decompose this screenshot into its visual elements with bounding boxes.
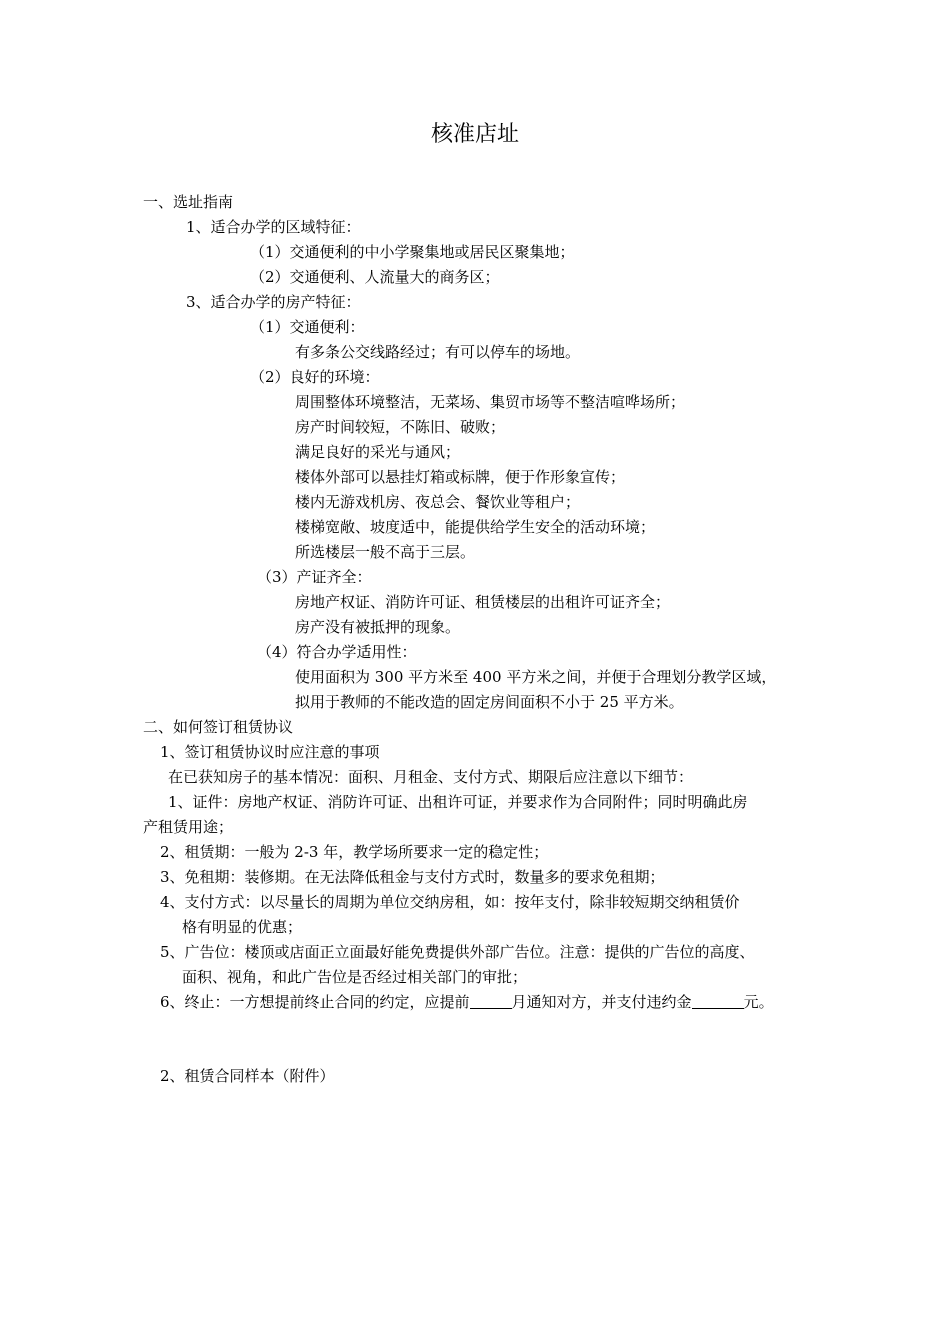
lease-item-continuation: 格有明显的优惠； bbox=[182, 918, 303, 936]
lease-item: 3、免租期：装修期。在无法降低租金与支付方式时，数量多的要求免租期； bbox=[160, 868, 665, 886]
page-title: 核准店址 bbox=[430, 122, 519, 147]
lease-notes-heading: 1、签订租赁协议时应注意的事项 bbox=[160, 743, 380, 761]
lease-item: 5、广告位：楼顶或店面正立面最好能免费提供外部广告位。注意：提供的广告位的高度、 bbox=[160, 943, 755, 961]
termination-text-1: 6、终止：一方想提前终止合同的约定，应提前 bbox=[160, 993, 470, 1011]
property-detail: 楼梯宽敞、坡度适中，能提供给学生安全的活动环境； bbox=[295, 518, 656, 536]
section-1-heading: 一、选址指南 bbox=[143, 193, 234, 211]
property-detail: 房产没有被抵押的现象。 bbox=[295, 618, 461, 636]
lease-item: 1、证件：房地产权证、消防许可证、出租许可证，并要求作为合同附件；同时明确此房 bbox=[168, 793, 748, 811]
contract-sample-heading: 2、租赁合同样本（附件） bbox=[160, 1067, 335, 1085]
termination-text-3: 元。 bbox=[743, 993, 774, 1011]
property-detail: 使用面积为 300 平方米至 400 平方米之间，并便于合理划分教学区域， bbox=[295, 668, 777, 686]
area-item: （2）交通便利、人流量大的商务区； bbox=[250, 268, 500, 286]
lease-termination-item bbox=[160, 992, 774, 1012]
property-detail: 楼体外部可以悬挂灯箱或标牌，便于作形象宣传； bbox=[295, 468, 626, 486]
property-detail: 有多条公交线路经过；有可以停车的场地。 bbox=[295, 343, 581, 361]
property-detail: 房产时间较短，不陈旧、破败； bbox=[295, 418, 506, 436]
lease-item: 2、租赁期：一般为 2-3 年，教学场所要求一定的稳定性； bbox=[160, 843, 549, 861]
property-group-heading: （4）符合办学适用性： bbox=[257, 643, 417, 661]
lease-item-continuation: 产租赁用途； bbox=[143, 818, 234, 836]
termination-text-2: 月通知对方，并支付违约金 bbox=[511, 993, 692, 1011]
property-detail: 周围整体环境整洁，无菜场、集贸市场等不整洁喧哗场所； bbox=[295, 393, 686, 411]
property-detail: 拟用于教师的不能改造的固定房间面积不小于 25 平方米。 bbox=[295, 693, 684, 711]
property-group-heading: （2）良好的环境： bbox=[250, 368, 380, 386]
lease-item: 4、支付方式：以尽量长的周期为单位交纳房租，如：按年支付，除非较短期交纳租赁价 bbox=[160, 893, 740, 911]
penalty-blank-field[interactable] bbox=[692, 993, 744, 1009]
property-detail: 所选楼层一般不高于三层。 bbox=[295, 543, 476, 561]
months-blank-field[interactable] bbox=[470, 993, 512, 1009]
property-detail: 房地产权证、消防许可证、租赁楼层的出租许可证齐全； bbox=[295, 593, 671, 611]
area-features-heading: 1、适合办学的区域特征： bbox=[186, 218, 361, 236]
lease-intro: 在已获知房子的基本情况：面积、月租金、支付方式、期限后应注意以下细节： bbox=[168, 768, 694, 786]
property-features-heading: 3、适合办学的房产特征： bbox=[186, 293, 361, 311]
area-item: （1）交通便利的中小学聚集地或居民区聚集地； bbox=[250, 243, 575, 261]
lease-item-continuation: 面积、视角，和此广告位是否经过相关部门的审批； bbox=[182, 968, 528, 986]
property-detail: 满足良好的采光与通风； bbox=[295, 443, 461, 461]
property-detail: 楼内无游戏机房、夜总会、餐饮业等租户； bbox=[295, 493, 581, 511]
property-group-heading: （3）产证齐全： bbox=[257, 568, 372, 586]
property-group-heading: （1）交通便利： bbox=[250, 318, 365, 336]
section-2-heading: 二、如何签订租赁协议 bbox=[143, 718, 294, 736]
